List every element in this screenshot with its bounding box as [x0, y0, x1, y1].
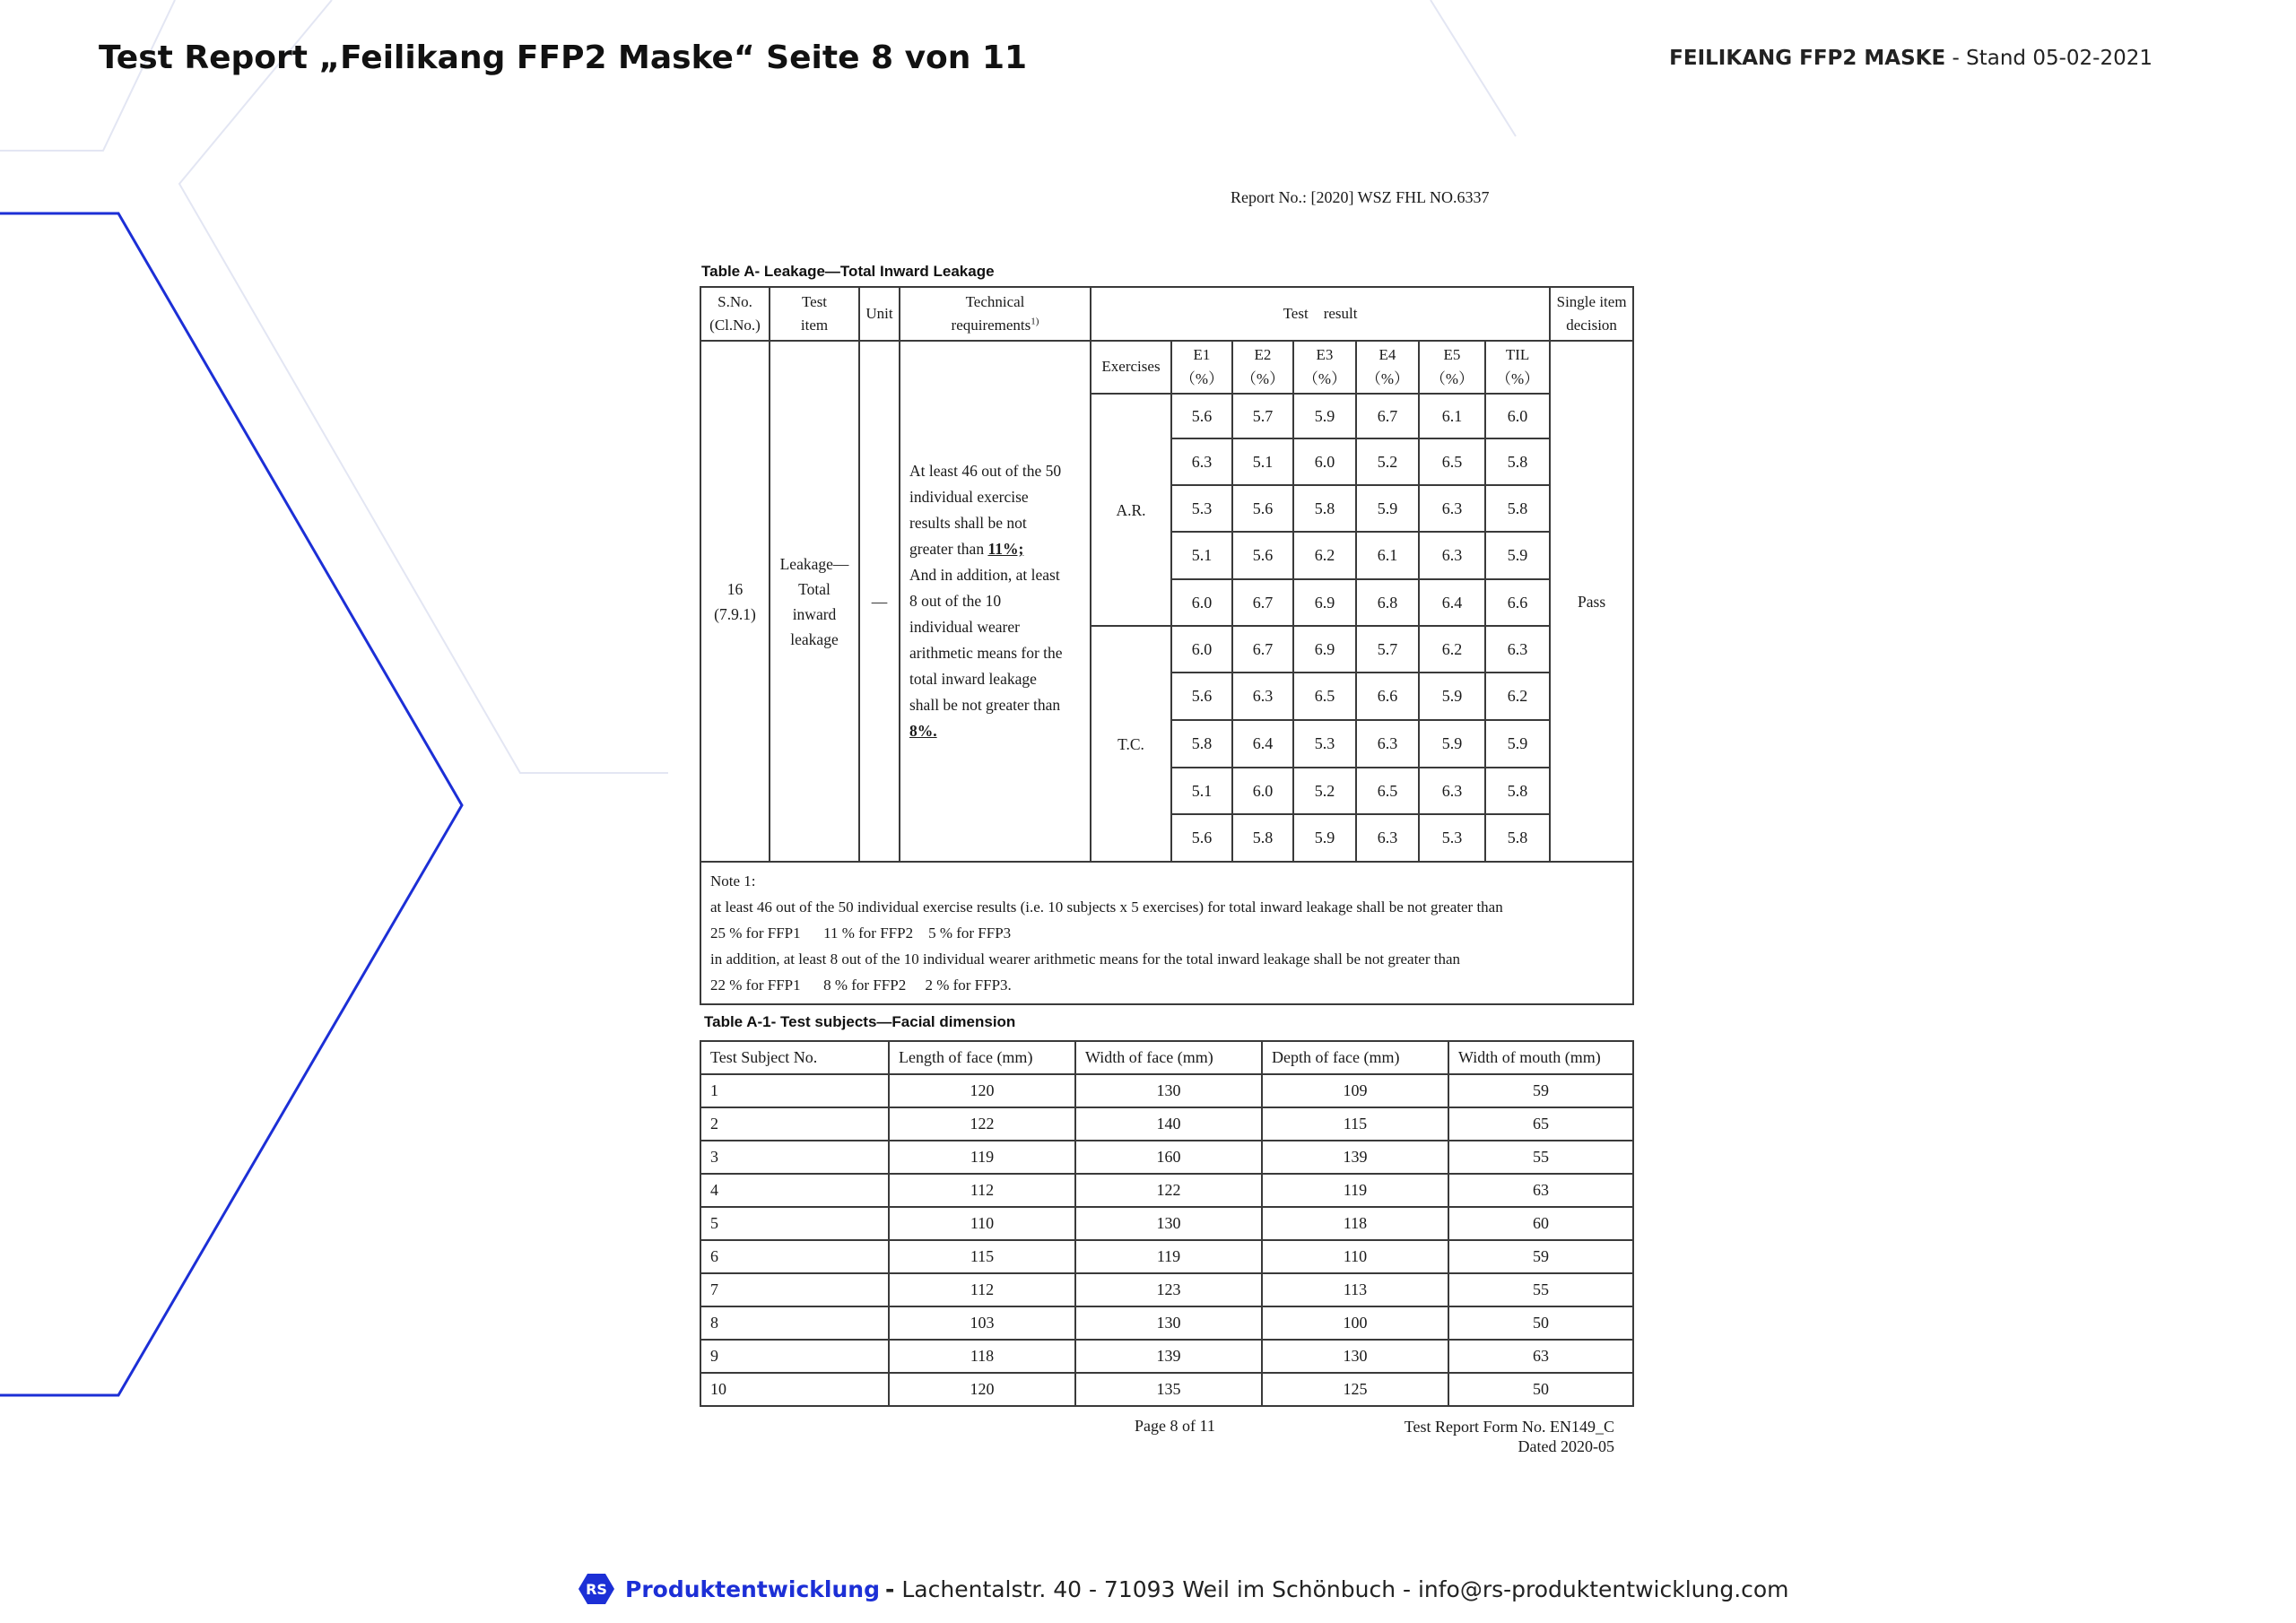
table-cell: 6.0	[1171, 579, 1232, 626]
table-cell: 109	[1262, 1074, 1448, 1107]
table-cell: 130	[1075, 1207, 1262, 1240]
table-cell: 118	[889, 1340, 1075, 1373]
table-cell: 6.6	[1485, 579, 1550, 626]
table-cell: 118	[1262, 1207, 1448, 1240]
table-cell: 5.9	[1293, 394, 1356, 438]
table-cell: 6.3	[1419, 485, 1485, 532]
table-cell: 55	[1448, 1141, 1633, 1174]
table-cell: 6.2	[1419, 626, 1485, 673]
table-cell: 5.7	[1356, 626, 1419, 673]
header-col: E5 （%）	[1419, 341, 1485, 394]
table-cell: 63	[1448, 1340, 1633, 1373]
table-cell: 6.3	[1356, 720, 1419, 768]
table-cell: 5.6	[1171, 673, 1232, 720]
table-cell: 5.9	[1356, 485, 1419, 532]
table-cell: 6	[700, 1240, 889, 1273]
table-cell: 113	[1262, 1273, 1448, 1306]
table-header: Length of face (mm)	[889, 1041, 1075, 1074]
group-label-tc: T.C.	[1091, 626, 1171, 862]
table-cell: 6.3	[1419, 768, 1485, 814]
header-decision: Single item decision	[1550, 287, 1633, 341]
table-cell: 5.8	[1171, 720, 1232, 768]
table-cell: 5.1	[1171, 532, 1232, 579]
table-header: Width of face (mm)	[1075, 1041, 1262, 1074]
table-cell: 139	[1075, 1340, 1262, 1373]
table-cell: 115	[889, 1240, 1075, 1273]
page-title: Test Report „Feilikang FFP2 Maske“ Seite 8 von 11	[99, 39, 1028, 76]
group-label-ar: A.R.	[1091, 394, 1171, 626]
test-item-cell: Leakage— Total inward leakage	[770, 341, 859, 862]
table-cell: 6.5	[1356, 768, 1419, 814]
footer-address: Lachentalstr. 40 - 71093 Weil im Schönbuch - info@rs-produktentwicklung.com	[901, 1575, 1789, 1602]
table-cell: 6.8	[1356, 579, 1419, 626]
table-cell: 5.9	[1419, 673, 1485, 720]
table-cell: 6.7	[1232, 626, 1293, 673]
table-cell: 112	[889, 1174, 1075, 1207]
table-row	[700, 1174, 1633, 1207]
table-cell: 8	[700, 1306, 889, 1340]
header-exercises: Exercises	[1091, 341, 1171, 394]
table-cell: 119	[1075, 1240, 1262, 1273]
table-cell: 59	[1448, 1074, 1633, 1107]
table-cell: 5.9	[1485, 720, 1550, 768]
table-cell: 6.5	[1293, 673, 1356, 720]
table-cell: 140	[1075, 1107, 1262, 1141]
table-cell: 6.2	[1485, 673, 1550, 720]
table-row	[700, 1141, 1633, 1174]
table-cell: 5.1	[1171, 768, 1232, 814]
header-test-result: Test result	[1091, 287, 1550, 341]
table-cell: 119	[1262, 1174, 1448, 1207]
header-col: TIL （%）	[1485, 341, 1550, 394]
footer-dash: -	[884, 1575, 895, 1602]
table-cell: 5.2	[1356, 438, 1419, 485]
table-cell: 139	[1262, 1141, 1448, 1174]
table-a-caption: Table A- Leakage—Total Inward Leakage	[701, 263, 995, 280]
table-cell: 5.6	[1171, 814, 1232, 862]
table-cell: 5.6	[1171, 394, 1232, 438]
table-cell: 5.8	[1485, 485, 1550, 532]
table-header: Depth of face (mm)	[1262, 1041, 1448, 1074]
table-cell: 60	[1448, 1207, 1633, 1240]
page-footer	[578, 1573, 1789, 1605]
table-cell: 6.9	[1293, 579, 1356, 626]
table-cell: 5	[700, 1207, 889, 1240]
table-cell: 130	[1075, 1074, 1262, 1107]
header-test-item: Test item	[770, 287, 859, 341]
table-cell: 6.4	[1419, 579, 1485, 626]
table-cell: 2	[700, 1107, 889, 1141]
table-note: Note 1: at least 46 out of the 50 individual exercise results (i.e. 10 subjects x 5 exercises) for total inward leakage shall be not greater than 25 % for FFP1 11 % for FFP2 5 % for FFP3 in addition, at least 8 out of the 10 individual wearer arithmetic means for the total inward leakage shall be not greater than 22 % for FFP1 8 % for FFP2 2 % for FFP3.	[700, 862, 1633, 1004]
table-cell: 6.0	[1293, 438, 1356, 485]
header-product-stand	[1668, 47, 2152, 70]
table-cell: 123	[1075, 1273, 1262, 1306]
table-cell: 6.7	[1356, 394, 1419, 438]
table-cell: 5.6	[1232, 485, 1293, 532]
table-row	[700, 1340, 1633, 1373]
header-product: FEILIKANG FFP2 MASKE	[1669, 47, 1946, 70]
table-cell: 5.3	[1419, 814, 1485, 862]
table-cell: 6.0	[1232, 768, 1293, 814]
table-cell: 135	[1075, 1373, 1262, 1406]
table-cell: 110	[1262, 1240, 1448, 1273]
table-cell: 55	[1448, 1273, 1633, 1306]
table-row	[700, 1373, 1633, 1406]
unit-cell: —	[859, 341, 900, 862]
header-technical-requirements: Technical requirements$^{1)}$	[900, 287, 1091, 341]
table-cell: 112	[889, 1273, 1075, 1306]
table-cell: 125	[1262, 1373, 1448, 1406]
table-cell: 110	[889, 1207, 1075, 1240]
header-unit: Unit	[859, 287, 900, 341]
table-cell: 6.9	[1293, 626, 1356, 673]
table-row	[700, 1107, 1633, 1141]
table-cell: 5.8	[1293, 485, 1356, 532]
table-row	[700, 1240, 1633, 1273]
table-cell: 5.6	[1232, 532, 1293, 579]
table-row	[700, 1074, 1633, 1107]
table-row	[700, 1207, 1633, 1240]
report-form-info: Test Report Form No. EN149_C Dated 2020-05	[1404, 1418, 1614, 1455]
table-cell: 119	[889, 1141, 1075, 1174]
table-a1-facial-dimension	[700, 1040, 1634, 1407]
table-cell: 115	[1262, 1107, 1448, 1141]
report-page-number: Page 8 of 11	[1135, 1417, 1215, 1435]
table-a1-caption: Table A-1- Test subjects—Facial dimension	[704, 1013, 1016, 1030]
table-cell: 103	[889, 1306, 1075, 1340]
table-header: Width of mouth (mm)	[1448, 1041, 1633, 1074]
table-cell: 4	[700, 1174, 889, 1207]
footer-brand: Produktentwicklung	[625, 1575, 880, 1602]
table-cell: 7	[700, 1273, 889, 1306]
bg-hex-line	[1431, 0, 1516, 136]
table-cell: 5.3	[1171, 485, 1232, 532]
table-cell: 9	[700, 1340, 889, 1373]
table-cell: 5.8	[1485, 438, 1550, 485]
table-cell: 50	[1448, 1306, 1633, 1340]
table-cell: 120	[889, 1373, 1075, 1406]
table-cell: 6.1	[1356, 532, 1419, 579]
table-cell: 59	[1448, 1240, 1633, 1273]
bg-hex-line	[179, 0, 668, 773]
logo-text: RS	[586, 1581, 607, 1598]
table-cell: 10	[700, 1373, 889, 1406]
table-cell: 6.0	[1485, 394, 1550, 438]
table-cell: 5.2	[1293, 768, 1356, 814]
table-cell: 5.8	[1232, 814, 1293, 862]
header-col: E4 （%）	[1356, 341, 1419, 394]
report-number: Report No.: [2020] WSZ FHL NO.6337	[1231, 188, 1490, 206]
table-cell: 63	[1448, 1174, 1633, 1207]
table-cell: 5.1	[1232, 438, 1293, 485]
requirements-cell: At least 46 out of the 50 individual exercise results shall be not greater than 11%; And in addition, at least 8 out of the 10 individual wearer arithmetic means for the total inward leakage shall be not greater than 8%.	[900, 341, 1091, 862]
sno-cell: 16 (7.9.1)	[700, 341, 770, 862]
table-cell: 130	[1262, 1340, 1448, 1373]
table-cell: 3	[700, 1141, 889, 1174]
table-row	[700, 1273, 1633, 1306]
header-col: E2 （%）	[1232, 341, 1293, 394]
header-col: E3 （%）	[1293, 341, 1356, 394]
table-cell: 120	[889, 1074, 1075, 1107]
table-cell: 6.2	[1293, 532, 1356, 579]
table-cell: 6.3	[1171, 438, 1232, 485]
table-cell: 65	[1448, 1107, 1633, 1141]
rs-logo-icon	[578, 1573, 614, 1605]
table-cell: 50	[1448, 1373, 1633, 1406]
table-cell: 122	[889, 1107, 1075, 1141]
table-cell: 130	[1075, 1306, 1262, 1340]
table-cell: 100	[1262, 1306, 1448, 1340]
header-stand: - Stand 05-02-2021	[1952, 47, 2152, 70]
table-cell: 6.3	[1485, 626, 1550, 673]
table-cell: 5.3	[1293, 720, 1356, 768]
table-cell: 160	[1075, 1141, 1262, 1174]
table-cell: 5.7	[1232, 394, 1293, 438]
table-cell: 6.3	[1419, 532, 1485, 579]
table-cell: 1	[700, 1074, 889, 1107]
blue-hexagon-outline	[0, 213, 462, 1395]
table-cell: 5.8	[1485, 768, 1550, 814]
table-cell: 5.9	[1293, 814, 1356, 862]
table-cell: 6.0	[1171, 626, 1232, 673]
table-cell: 6.5	[1419, 438, 1485, 485]
header-sno: S.No. (Cl.No.)	[700, 287, 770, 341]
decision-cell: Pass	[1550, 341, 1633, 862]
table-cell: 6.6	[1356, 673, 1419, 720]
table-cell: 5.8	[1485, 814, 1550, 862]
table-cell: 5.9	[1485, 532, 1550, 579]
table-cell: 6.4	[1232, 720, 1293, 768]
table-cell: 6.3	[1356, 814, 1419, 862]
table-row	[700, 1306, 1633, 1340]
table-cell: 6.7	[1232, 579, 1293, 626]
header-col: E1 （%）	[1171, 341, 1232, 394]
table-a-leakage	[700, 286, 1634, 1005]
table-cell: 6.1	[1419, 394, 1485, 438]
table-cell: 5.9	[1419, 720, 1485, 768]
table-cell: 122	[1075, 1174, 1262, 1207]
table-header: Test Subject No.	[700, 1041, 889, 1074]
table-cell: 6.3	[1232, 673, 1293, 720]
